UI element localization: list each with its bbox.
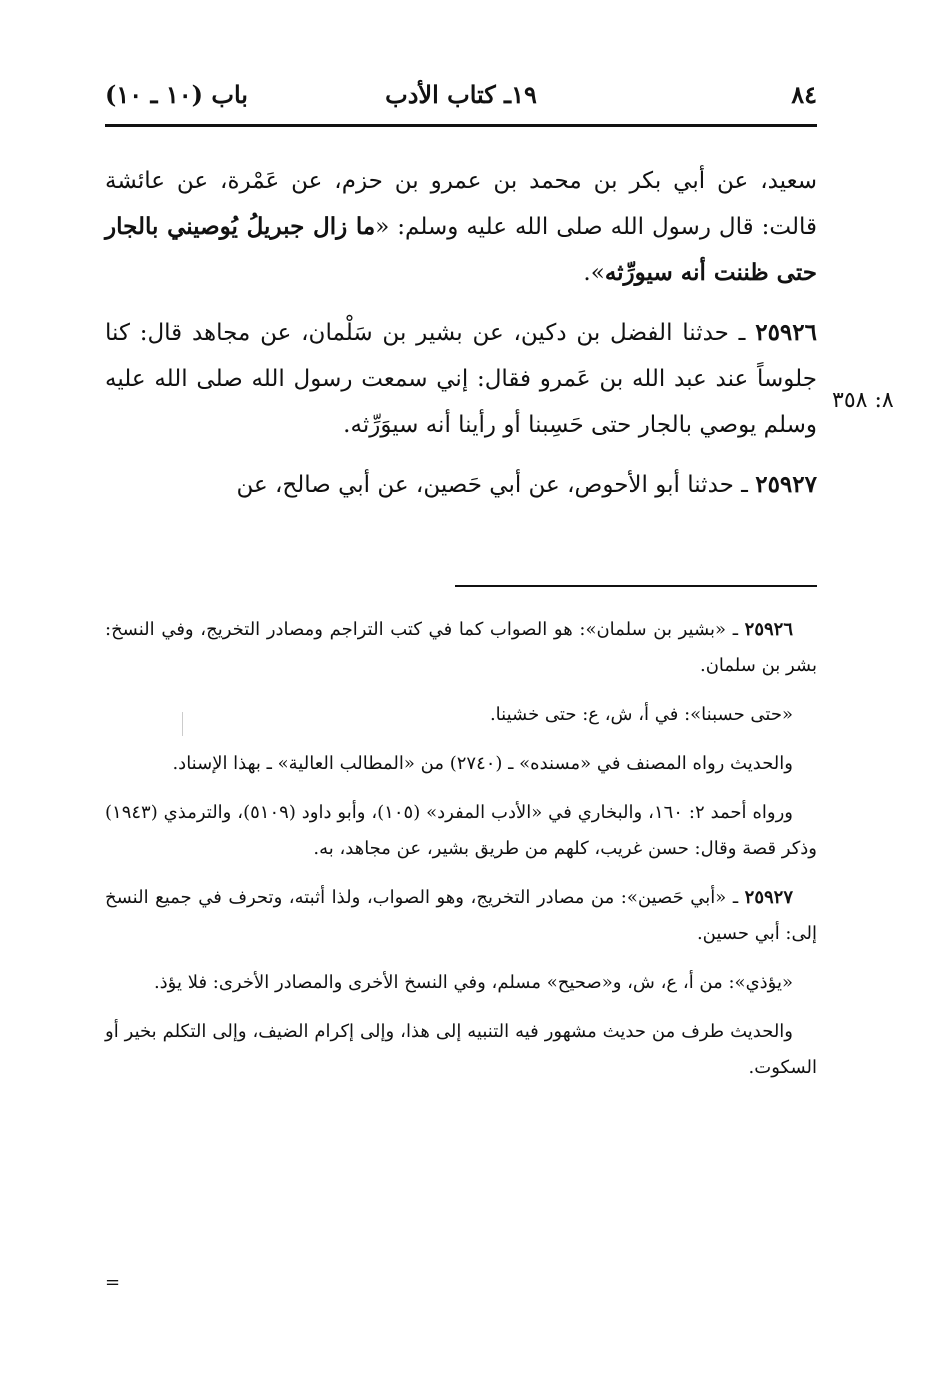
- margin-reference: ٨: ٣٥٨: [832, 388, 894, 413]
- footnote-note: والحديث رواه المصنف في «مسنده» ـ (٢٧٤٠) من «المطالب العالية» ـ بهذا الإسناد.: [172, 753, 793, 774]
- footnote-25926: [105, 612, 817, 684]
- paragraph-text: سعيد، عن أبي بكر بن محمد بن عمرو بن حزم، عن عَمْرة، عن عائشة قالت: قال رسول الله صلى الله عليه وسلم: «: [105, 168, 817, 240]
- hadith-number: ٢٥٩٢٧: [755, 471, 817, 498]
- footnote-note: «حتى حسبنا»: في أ، ش، ع: حتى خشينا.: [489, 704, 793, 725]
- hadith-number: ٢٥٩٢٦: [755, 319, 817, 346]
- hadith-text: ـ حدثنا أبو الأحوص، عن أبي حَصين، عن أبي صالح، عن: [236, 472, 756, 498]
- paragraph-text-end: ».: [583, 260, 605, 286]
- running-header: [105, 80, 817, 120]
- section-label: باب (١٠ ـ ١٠): [105, 80, 248, 109]
- footnote-25927: [105, 880, 817, 952]
- chapter-title: ١٩ـ كتاب الأدب: [385, 80, 537, 109]
- footnote-note: والحديث طرف من حديث مشهور فيه التنبيه إلى هذا، وإلى إكرام الضيف، وإلى التكلم بخير أو السكوت.: [105, 1021, 817, 1078]
- footnote-number: ٢٥٩٢٧: [744, 887, 793, 908]
- footnote-note: ورواه أحمد ٢: ١٦٠، والبخاري في «الأدب المفرد» (١٠٥)، وأبو داود (٥١٠٩)، والترمذي (١٩٤٣) وذكر قصة وقال: حسن غريب، كلهم من طريق بشير، عن مجاهد، به.: [105, 802, 817, 859]
- footnote-rule: [455, 585, 817, 587]
- hadith-quote: ما زال جبريلُ يُوصيني بالجار حتى ظننت أنه سيورِّثه: [105, 213, 817, 286]
- main-text: [105, 158, 817, 508]
- paragraph-continuation: [105, 158, 817, 296]
- continuation-mark: =: [105, 1272, 121, 1293]
- footnote-note: «يؤذي»: من أ، ع، ش، و«صحيح» مسلم، وفي النسخ الأخرى والمصادر الأخرى: فلا يؤذ.: [153, 972, 793, 993]
- footnotes: [105, 612, 817, 1099]
- hadith-text: ـ حدثنا الفضل بن دكين، عن بشير بن سَلْمان، عن مجاهد قال: كنا جلوساً عند عبد الله بن عَمرو فقال: إني سمعت رسول الله صلى الله عليه وسلم يوصي بالجار حتى حَسِبنا أو رأينا أنه سيوَرِّثه.: [105, 320, 817, 438]
- hadith-25926: [105, 310, 817, 448]
- header-rule: [105, 124, 817, 127]
- footnote-text: ـ «أبي حَصين»: من مصادر التخريج، وهو الصواب، ولذا أثبته، وتحرف في جميع النسخ إلى: أبي حسين.: [105, 887, 817, 944]
- page-number: ٨٤: [791, 80, 817, 109]
- footnote-number: ٢٥٩٢٦: [744, 619, 793, 640]
- footnote-text: ـ «بشير بن سلمان»: هو الصواب كما في كتب التراجم ومصادر التخريج، وفي النسخ: بشر بن سلمان.: [105, 619, 817, 676]
- hadith-25927: [105, 462, 817, 508]
